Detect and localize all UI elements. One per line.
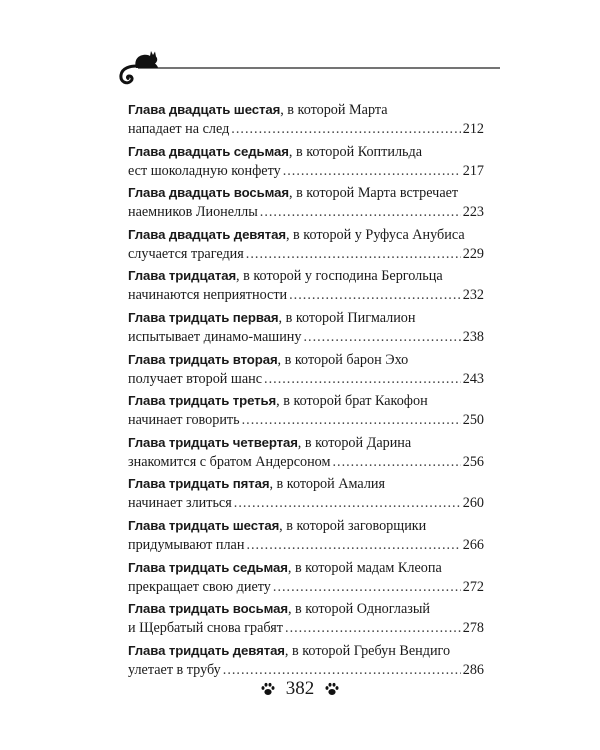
toc-entry[interactable] [128,350,484,392]
page-number: 382 [285,678,315,699]
chapter-heading: Глава тридцать пятая [128,476,270,492]
chapter-heading: Глава двадцать седьмая [128,143,289,159]
page-ref: 266 [462,536,484,553]
dot-leader [231,120,460,139]
cat-header-ornament [108,44,500,90]
toc-entry[interactable] [128,599,484,641]
chapter-description-cont: улетает в трубу [128,661,221,678]
chapter-description: , в которой Гребун Вендиго [284,642,451,659]
chapter-heading: Глава тридцать шестая [128,517,280,533]
chapter-description: , в которой Марта [280,102,388,118]
chapter-heading: Глава тридцать седьмая [128,559,288,575]
chapter-description-cont: получает второй шанс [128,370,263,387]
chapter-description-cont: начинаются неприятности [128,287,288,304]
chapter-heading: Глава тридцать третья [128,393,277,409]
chapter-description: , в которой Амалия [269,476,386,493]
chapter-description-cont: прекращает свою диету [128,578,271,595]
chapter-description: , в которой у господина Бергольца [236,268,443,285]
chapter-heading: Глава тридцатая [128,268,237,284]
dot-leader [285,619,461,638]
chapter-heading: Глава двадцать восьмая [128,185,289,201]
chapter-description-cont: случается трагедия [128,245,244,262]
chapter-heading: Глава тридцать первая [128,309,279,325]
chapter-description: , в которой Марта встречает [288,185,459,202]
page-ref: 243 [462,370,484,387]
toc-entry[interactable] [128,225,484,267]
chapter-description-cont: нападает на след [128,121,230,137]
dot-leader [242,411,461,430]
page-footer [0,678,600,708]
chapter-description-cont: ест шоколадную конфету [128,162,281,179]
table-of-contents [128,100,484,682]
chapter-description-cont: придумывают план [128,536,245,553]
page-ref: 260 [462,495,484,512]
dot-leader [303,328,460,347]
page-ref: 238 [462,328,484,345]
page-ref: 229 [462,245,484,262]
toc-entry[interactable] [128,308,484,350]
chapter-description-cont: начинает злиться [128,495,232,512]
chapter-description-cont: и Щербатый снова грабят [128,620,284,637]
page-ref: 250 [462,412,484,429]
dot-leader [283,162,461,181]
dot-leader [264,370,461,389]
dot-leader [332,453,460,472]
chapter-description: , в которой заговорщики [279,517,427,534]
dot-leader [246,245,461,264]
page-ref: 272 [462,578,484,595]
page-ref: 223 [462,204,484,221]
chapter-description: , в которой Пигмалион [278,309,416,326]
chapter-description: , в которой Одноглазый [287,601,430,618]
page-ref: 232 [462,287,484,304]
toc-entry[interactable] [128,183,484,225]
chapter-description: , в которой у Руфуса Анубиса [285,226,465,243]
page-ref: 217 [462,162,484,179]
dot-leader [289,286,461,305]
paw-print-icon [260,681,276,697]
dot-leader [273,578,461,597]
chapter-description-cont: начинает говорить [128,412,240,429]
toc-entry[interactable] [128,391,484,433]
chapter-description-cont: испытывает динамо-машину [128,328,302,345]
toc-entry[interactable] [128,100,484,142]
paw-print-icon [324,681,340,697]
dot-leader [260,203,461,222]
toc-entry[interactable] [128,641,484,683]
chapter-description: , в которой Дарина [297,434,412,451]
dot-leader [223,661,461,680]
chapter-description: , в которой мадам Клеопа [287,559,442,576]
cat-icon [108,44,500,90]
dot-leader [246,536,460,555]
chapter-description: , в которой барон Эхо [277,351,409,368]
chapter-heading: Глава тридцать вторая [128,351,278,367]
toc-entry[interactable] [128,558,484,600]
page-ref: 256 [462,453,484,470]
toc-entry[interactable] [128,266,484,308]
toc-entry[interactable] [128,433,484,475]
chapter-heading: Глава тридцать четвертая [128,434,298,450]
toc-entry[interactable] [128,474,484,516]
page-ref: 286 [462,661,484,678]
dot-leader [234,494,461,513]
chapter-description: , в которой Коптильда [288,143,423,160]
chapter-heading: Глава тридцать восьмая [128,601,288,617]
chapter-description-cont: наемников Лионеллы [128,204,258,221]
chapter-heading: Глава тридцать девятая [128,642,285,658]
toc-entry[interactable] [128,142,484,184]
chapter-description-cont: знакомится с братом Андерсоном [128,453,331,470]
toc-entry[interactable] [128,516,484,558]
chapter-heading: Глава двадцать девятая [128,226,286,242]
chapter-description: , в которой брат Какофон [276,393,428,410]
page-ref: 212 [462,121,484,137]
page-ref: 278 [462,620,484,637]
chapter-heading: Глава двадцать шестая [128,102,281,117]
